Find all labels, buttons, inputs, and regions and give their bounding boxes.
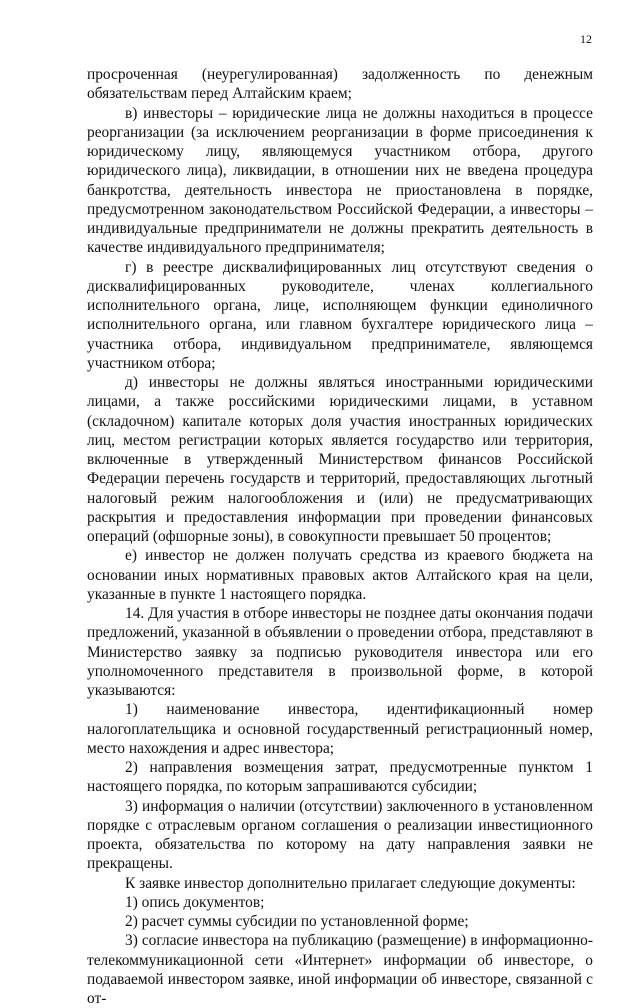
paragraph-attachment-1: 1) опись документов; <box>125 893 265 911</box>
paragraph-attachment-3: 3) согласие инвестора на публикацию (размещение) в информационно-телекоммуникационной сети «Интернет» информации об инвесторе, о подаваемой инвестором заявке, иной информации об инвесторе, связанной с от- <box>87 932 593 1007</box>
paragraph-item-d: д) инвесторы не должны являться иностранными юридическими лицами, а также российскими юридическими лицами, в уставном (складочном) капитале которых доля участия иностранных юридических лиц, местом регистрации которых является государство или территория, включенные в утвержденный Министерством финансов Российской Федерации перечень государств и территорий, предоставляющих льготный налоговый режим налогообложения и (или) не предусматривающих раскрытия и предоставления информации при проведении финансовых операций (офшорные зоны), в совокупности превышает 50 процентов; <box>87 374 593 545</box>
paragraph-clause-14: 14. Для участия в отборе инвесторы не позднее даты окончания подачи предложений, указанной в объявлении о проведении отбора, представляют в Министерство заявку за подписью руководителя инвестора или его уполномоченного представителя в произвольной форме, в которой указываются: <box>87 605 593 699</box>
paragraph-attachment-2: 2) расчет суммы субсидии по установленной форме; <box>125 913 469 930</box>
page-number: 12 <box>580 32 592 46</box>
paragraph-item-v: в) инвесторы – юридические лица не должны находиться в процессе реорганизации (за исключением реорганизации в форме присоединения к юридическому лицу, являющемуся участником отбора, другого юридического лица), ликвидации, в отношении них не введена процедура банкротства, деятельность инвестора не приостановлена в порядке, предусмотренном законодательством Российской Федерации, а инвесторы – индивидуальные предприниматели не должны прекратить деятельность в качестве индивидуального предпринимателя; <box>87 104 593 257</box>
paragraph-list-item-1: 1) наименование инвестора, идентификационный номер налогоплательщика и основной государственный регистрационный номер, место нахождения и адрес инвестора; <box>87 701 593 757</box>
document-body <box>87 65 593 1008</box>
paragraph-list-item-3: 3) информация о наличии (отсутствии) заключенного в установленном порядке с отраслевым органом соглашения о реализации инвестиционного проекта, обязательства по которому на дату направления заявки не прекращены. <box>87 797 593 873</box>
paragraph-item-e: е) инвестор не должен получать средства из краевого бюджета на основании иных нормативных правовых актов Алтайского края на цели, указанные в пункте 1 настоящего порядка. <box>87 547 593 603</box>
paragraph-attachments-intro: К заявке инвестор дополнительно прилагает следующие документы: <box>125 874 576 892</box>
paragraph-list-item-2: 2) направления возмещения затрат, предусмотренные пунктом 1 настоящего порядка, по которым запрашиваются субсидии; <box>87 759 593 796</box>
paragraph-item-g: г) в реестре дисквалифицированных лиц отсутствуют сведения о дисквалифицированных руководителе, членах коллегиального исполнительного органа, лице, исполняющем функции единоличного исполнительного органа, или главном бухгалтере юридического лица – участника отбора, индивидуальном предпринимателе, являющемся участником отбора; <box>87 258 593 372</box>
paragraph-continuation: просроченная (неурегулированная) задолженность по денежным обязательствам перед Алтайским краем; <box>87 66 593 103</box>
